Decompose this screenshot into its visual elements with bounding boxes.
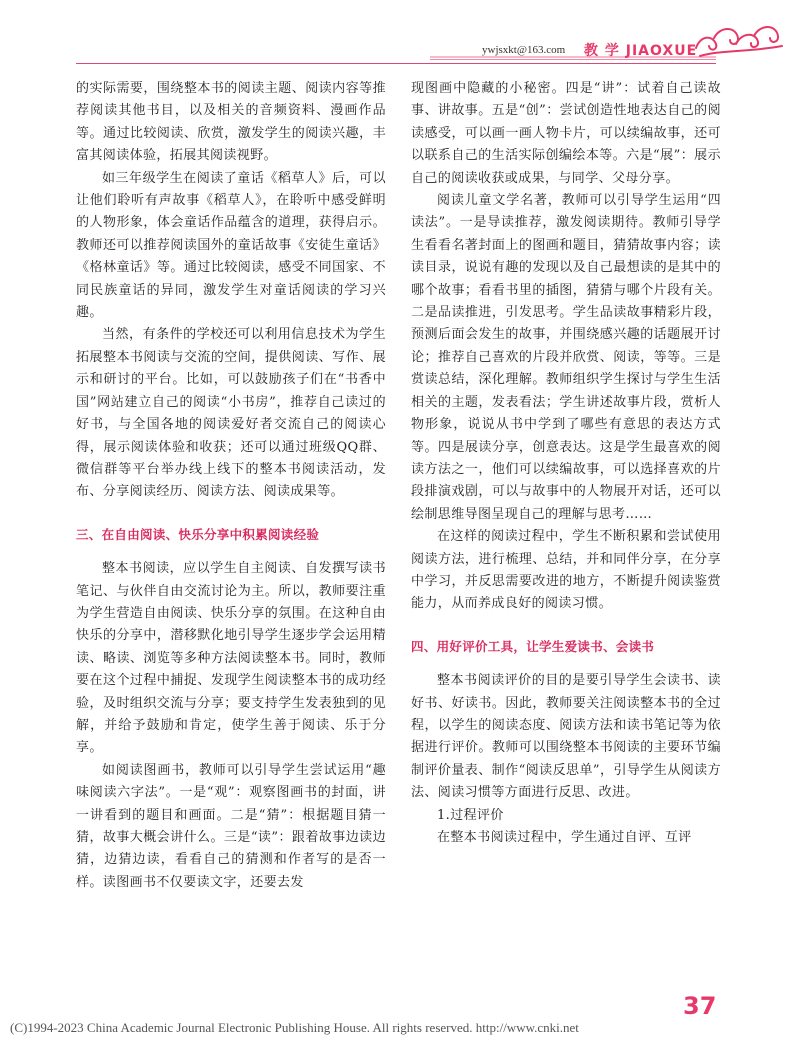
body-paragraph: 阅读儿童文学名著，教师可以引导学生运用“四读法”。一是导读推荐，激发阅读期待。教师引导学生看看名著封面上的图画和题目，猜猜故事内容；读读目录，说说有趣的发现以及自己最想读的是其中的哪个故事；看看书里的插图，猜猜与哪个片段有关。二是品读推进，引发思考。学生品读故事精彩片段，预测后面会发生的故事，并围绕感兴趣的话题展开讨论；推荐自己喜欢的片段并欣赏、阅读，等等。三是赏读总结，深化理解。教师组织学生探讨与学生生活相关的主题，发表看法；学生讲述故事片段，赏析人物形象，说说从书中学到了哪些有意思的表达方式等。四是展读分享，创意表达。这是学生最喜欢的阅读方法之一，他们可以续编故事，可以选择喜欢的片段排演戏剧，可以与故事中的人物展开对话，还可以绘制思维导图呈现自己的理解与思考……	[411, 193, 721, 522]
body-paragraph: 在整本书阅读过程中，学生通过自评、互评	[437, 830, 692, 845]
header-stripe-decoration	[430, 56, 716, 62]
section-gap	[76, 504, 386, 524]
header-email: ywjsxkt@163.com	[482, 44, 566, 56]
copyright-footer: (C)1994-2023 China Academic Journal Electronic Publishing House. All rights reserved. http://www.cnki.net	[10, 1020, 579, 1035]
body-paragraph: 的实际需要，围绕整本书的阅读主题、阅读内容等推荐阅读其他书目，以及相关的音频资料、漫画作品等。通过比较阅读、欣赏，激发学生的阅读兴趣，丰富其阅读体验，拓展其阅读视野。	[76, 81, 386, 164]
section-gap	[411, 616, 721, 636]
header-section-title: 教 学 JIAOXUE	[584, 43, 698, 59]
body-paragraph: 整本书阅读，应以学生自主阅读、自发撰写读书笔记、与伙伴自由交流讨论为主。所以，教师要注重为学生营造自由阅读、快乐分享的氛围。在这种自由快乐的分享中，潜移默化地引导学生逐步学会运用精读、略读、浏览等多种方法阅读整本书。同时，教师要在这个过程中捕捉、发现学生阅读整本书的成功经验，及时组织交流与分享；要支持学生发表独到的见解，并给予鼓励和肯定，使学生善于阅读、乐于分享。	[76, 561, 386, 756]
section-gap	[76, 546, 386, 558]
body-paragraph: 当然，有条件的学校还可以利用信息技术为学生拓展整本书阅读与交流的空间，提供阅读、写作、展示和研讨的平台。比如，可以鼓励孩子们在“书香中国”网站建立自己的阅读“小书房”，推荐自己读过的好书，与全国各地的阅读爱好者交流自己的阅读心得，展示阅读体验和收获；还可以通过班级QQ群、微信群等平台举办线上线下的整本书阅读活动，发布、分享阅读经历、阅读方法、阅读成果等。	[76, 327, 386, 500]
body-paragraph: 现图画中隐藏的小秘密。四是“讲”：试着自己读故事、讲故事。五是“创”：尝试创造性地表达自己的阅读感受，可以画一画人物卡片，可以续编故事，还可以联系自己的生活实际创编绘本等。六是“展”：展示自己的阅读收获或成果，与同学、父母分享。	[411, 81, 721, 186]
right-column	[411, 78, 721, 978]
body-paragraph: 1.过程评价	[437, 807, 504, 823]
page-number: 37	[683, 992, 717, 1020]
header-divider	[76, 63, 716, 64]
body-paragraph: 如三年级学生在阅读了童话《稻草人》后，可以让他们聆听有声故事《稻草人》，在聆听中感受鲜明的人物形象，体会童话作品蕴含的道理，获得启示。教师还可以推荐阅读国外的童话故事《安徒生童话》《格林童话》等。通过比较阅读，感受不同国家、不同民族童话的异同，激发学生对童话阅读的学习兴趣。	[76, 170, 386, 321]
body-paragraph: 整本书阅读评价的目的是要引导学生会读书、读好书、好读书。因此，教师要关注阅读整本书的全过程，以学生的阅读态度、阅读方法和读书笔记等为依据进行评价。教师可以围绕整本书阅读的主要环节编制评价量表、制作“阅读反思单”，引导学生从阅读方法、阅读习惯等方面进行反思、改进。	[411, 673, 721, 801]
section-heading: 三、在自由阅读、快乐分享中积累阅读经验	[76, 526, 320, 542]
left-column	[76, 78, 386, 978]
body-paragraph: 如阅读图画书，教师可以引导学生尝试运用“趣味阅读六字法”。一是“观”：观察图画书的封面，讲一讲看到的题目和画面。二是“猜”：根据题目猜一猜，故事大概会讲什么。三是“读”：跟着故事边读边猜，边猜边读，看看自己的猜测和作者写的是否一样。读图画书不仅要读文字，还要去发	[76, 762, 386, 890]
section-heading: 四、用好评价工具，让学生爱读书、会读书	[411, 638, 655, 654]
section-gap	[411, 658, 721, 670]
body-paragraph: 在这样的阅读过程中，学生不断积累和尝试使用阅读方法，进行梳理、总结，并和同伴分享，在分享中学习，并反思需要改进的地方，不断提升阅读鉴赏能力，从而养成良好的阅读习惯。	[411, 529, 721, 612]
